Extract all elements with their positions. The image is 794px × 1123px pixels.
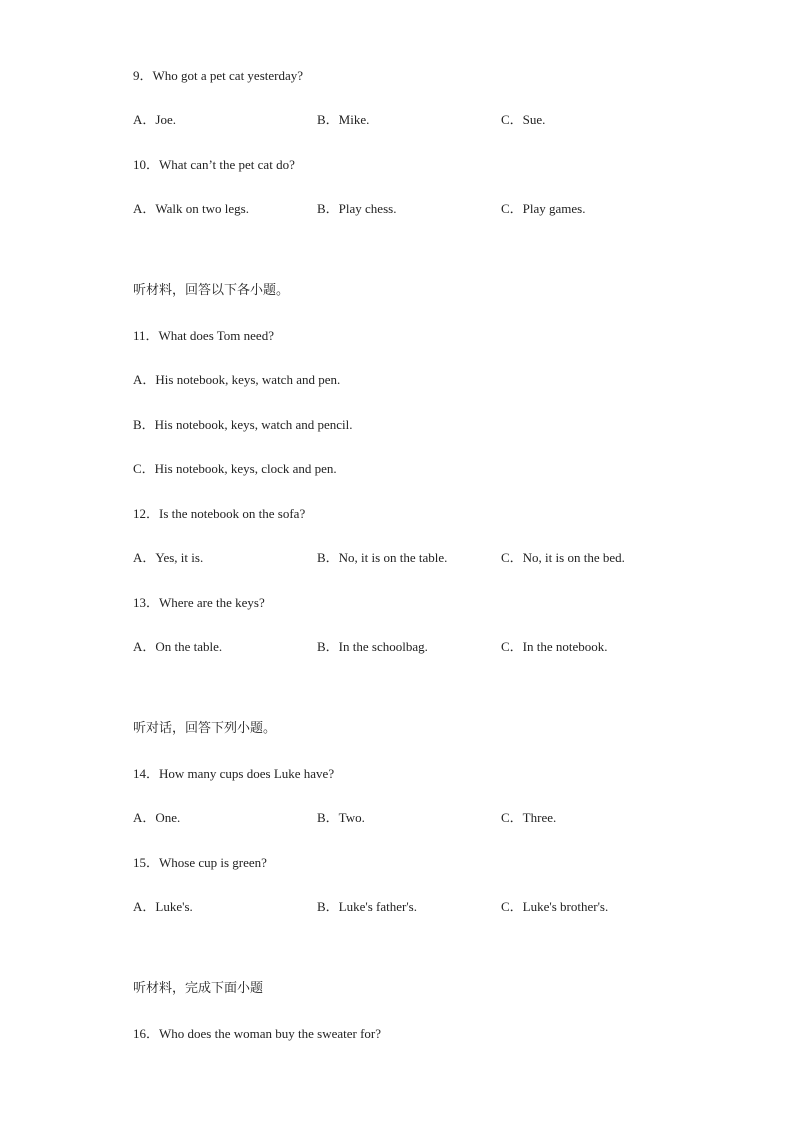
question-10-stem: 10．What can’t the pet cat do?: [133, 157, 295, 172]
question-11-option-a: A．His notebook, keys, watch and pen.: [133, 372, 341, 387]
question-12-option-c: C．No, it is on the bed.: [501, 550, 625, 565]
question-12-option-b: B．No, it is on the table.: [317, 550, 448, 565]
question-14-option-b: B．Two.: [317, 810, 365, 825]
question-9-option-c: C．Sue.: [501, 112, 546, 127]
question-15-option-b: B．Luke's father's.: [317, 899, 417, 914]
question-15-option-a: A．Luke's.: [133, 899, 193, 914]
question-9-option-b: B．Mike.: [317, 112, 370, 127]
question-11-option-b: B．His notebook, keys, watch and pencil.: [133, 417, 353, 432]
question-12-stem: 12．Is the notebook on the sofa?: [133, 506, 306, 521]
question-10-option-a: A．Walk on two legs.: [133, 201, 249, 216]
question-14-option-c: C．Three.: [501, 810, 557, 825]
question-11-stem: 11．What does Tom need?: [133, 328, 274, 343]
question-10-option-b: B．Play chess.: [317, 201, 397, 216]
question-9-option-a: A．Joe.: [133, 112, 176, 127]
question-11-option-c: C．His notebook, keys, clock and pen.: [133, 461, 337, 476]
question-14-stem: 14．How many cups does Luke have?: [133, 766, 335, 781]
question-9-stem: 9．Who got a pet cat yesterday?: [133, 68, 304, 83]
section-heading-3: 听材料，完成下面小题: [133, 981, 264, 996]
section-heading-2: 听对话，回答下列小题。: [133, 721, 277, 736]
question-13-stem: 13．Where are the keys?: [133, 595, 265, 610]
section-heading-1: 听材料，回答以下各小题。: [133, 283, 290, 298]
question-13-option-b: B．In the schoolbag.: [317, 639, 428, 654]
question-10-option-c: C．Play games.: [501, 201, 586, 216]
question-16-stem: 16．Who does the woman buy the sweater for?: [133, 1026, 382, 1041]
question-13-option-a: A．On the table.: [133, 639, 223, 654]
question-13-option-c: C．In the notebook.: [501, 639, 608, 654]
question-15-option-c: C．Luke's brother's.: [501, 899, 609, 914]
question-14-option-a: A．One.: [133, 810, 181, 825]
question-15-stem: 15．Whose cup is green?: [133, 855, 267, 870]
question-12-option-a: A．Yes, it is.: [133, 550, 204, 565]
